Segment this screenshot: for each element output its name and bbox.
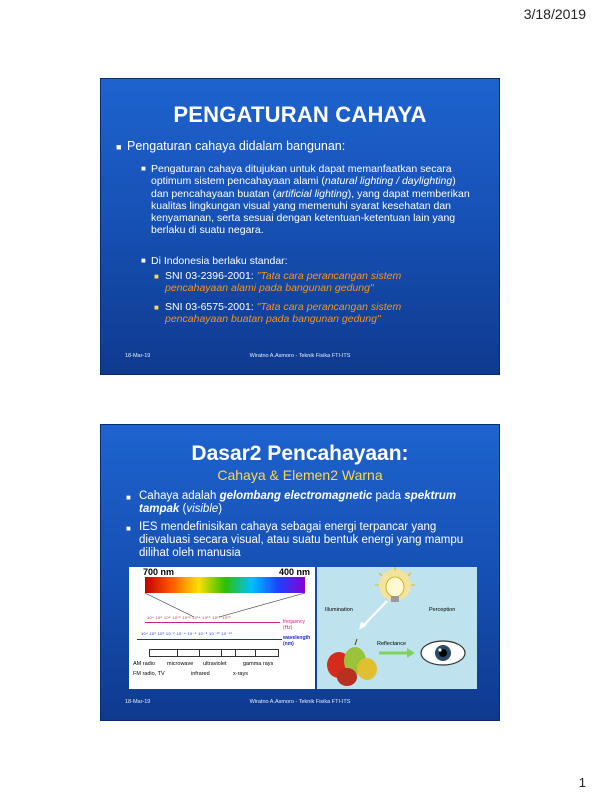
square-bullet-icon: ■ (154, 303, 159, 312)
frequency-axis (145, 622, 280, 623)
bullet-text: IES mendefinisikan cahaya sebagai energi terpancar yang dievaluasi secara visual, atau suatu bentuk energi yang mampu dilihat oleh manusia (139, 521, 464, 559)
bullet-text: ( (179, 503, 187, 515)
bullet-item (116, 139, 479, 153)
band-label-infrared: infrared (191, 671, 210, 677)
sub-bullet-italic: natural lighting / daylighting (324, 175, 453, 188)
square-bullet-icon: ■ (126, 524, 131, 533)
em-spectrum-diagram (129, 567, 315, 689)
sub-bullet-italic: artificial lighting (275, 187, 348, 200)
wavelength-label: wavelength (nm) (283, 635, 311, 647)
wavelength-ticks: 10⁴ 10² 10⁰ 10⁻² 10⁻⁴ 10⁻⁶ 10⁻⁸ 10⁻¹⁰ 10⁻¹² (141, 631, 233, 636)
square-bullet-icon: ■ (116, 142, 122, 152)
slide-title: Dasar2 Pencahayaan: (191, 442, 409, 465)
bullet-bold-italic: gelombang electromagnetic (219, 490, 373, 502)
slide-footer-date: 18-Mar-19 (125, 699, 151, 705)
band-infrared (199, 649, 223, 657)
frequency-ticks: 10⁴ 10⁶ 10⁸ 10¹⁰ 10¹² 10¹⁴ 10¹⁶ 10¹⁸ 10²⁰ (147, 615, 231, 620)
bullet-item (126, 490, 475, 516)
perception-label: Perception (429, 607, 456, 613)
slide-footer-author: Wiratno A.Asmoro - Teknik Fisika FTI-ITS (249, 353, 351, 359)
bullet-italic: visible (186, 503, 219, 515)
slide-1 (100, 78, 500, 375)
spectrum-right-label: 400 nm (279, 567, 311, 577)
standard-item (154, 301, 459, 326)
band-label-ultraviolet: ultraviolet (203, 661, 227, 667)
slide-2 (100, 424, 500, 721)
light-perception-diagram (317, 567, 477, 689)
slide-footer-date: 18-Mar-19 (125, 353, 151, 359)
band-label-am: AM radio (133, 661, 156, 667)
band-label-fm: FM radio, TV (133, 671, 165, 677)
square-bullet-icon: ■ (141, 256, 146, 265)
perception-illustration (317, 567, 477, 689)
bullet-item (126, 521, 475, 560)
sub-bullet-text: Di Indonesia berlaku standar: (151, 255, 288, 267)
sub-bullet-item (141, 163, 473, 237)
bullet-text: Pengaturan cahaya didalam bangunan: (127, 139, 346, 153)
frequency-label: frequency (Hz) (283, 619, 305, 631)
sub-bullet-text: ) dan pencahayaan buatan ( (151, 175, 456, 200)
standard-code: SNI 03-2396-2001: (165, 270, 257, 282)
reflectance-label: Reflectance (377, 641, 407, 647)
band-label-xrays: x-rays (233, 671, 248, 677)
bullet-bold-italic: spektrum tampak (139, 490, 457, 515)
sub-bullet-text: ), yang dapat memberikan kualitas lingkungan visual yang memenuhi syarat kesehatan dan kenyamanan, serta sesuai dengan ketentuan-ketentuan lain yang berlaku di suatu negara. (151, 187, 470, 237)
standard-item (154, 270, 459, 295)
slide-footer-author: Wiratno A.Asmoro - Teknik Fisika FTI-ITS (249, 699, 351, 705)
spectrum-left-label: 700 nm (143, 567, 175, 577)
illumination-label: Illumination (325, 607, 353, 613)
standard-desc: "Tata cara perancangan sistem pencahayaan alami pada bangunan gedung" (165, 270, 402, 295)
spectrum-zoom-lines (139, 593, 309, 617)
band-gamma (255, 649, 279, 657)
sub-bullet-item (141, 255, 473, 267)
band-label-gamma: gamma rays (243, 661, 274, 667)
band-microwave (177, 649, 201, 657)
bullet-text: ) (218, 503, 223, 515)
print-date: 3/18/2019 (523, 6, 586, 22)
visible-spectrum-bar (145, 577, 305, 593)
standard-code: SNI 03-6575-2001: (165, 301, 257, 313)
standard-desc: "Tata cara perancangan sistem pencahayaan buatan pada bangunan gedung" (165, 301, 402, 326)
band-xray (235, 649, 257, 657)
slide-subtitle: Cahaya & Elemen2 Warna (217, 467, 383, 483)
page-number: 1 (578, 775, 586, 790)
band-radio (149, 649, 179, 657)
wavelength-axis (137, 639, 282, 640)
square-bullet-icon: ■ (154, 272, 159, 281)
square-bullet-icon: ■ (126, 493, 131, 502)
slide-title: PENGATURAN CAHAYA (173, 102, 427, 127)
bullet-text: pada (372, 490, 405, 502)
band-label-microwave: microwave (167, 661, 194, 667)
sub-bullet-text: Pengaturan cahaya ditujukan untuk dapat memanfaatkan secara optimum sistem pencahayaan alami ( (151, 163, 452, 188)
bullet-text: Cahaya adalah (139, 490, 220, 502)
square-bullet-icon: ■ (141, 164, 146, 173)
